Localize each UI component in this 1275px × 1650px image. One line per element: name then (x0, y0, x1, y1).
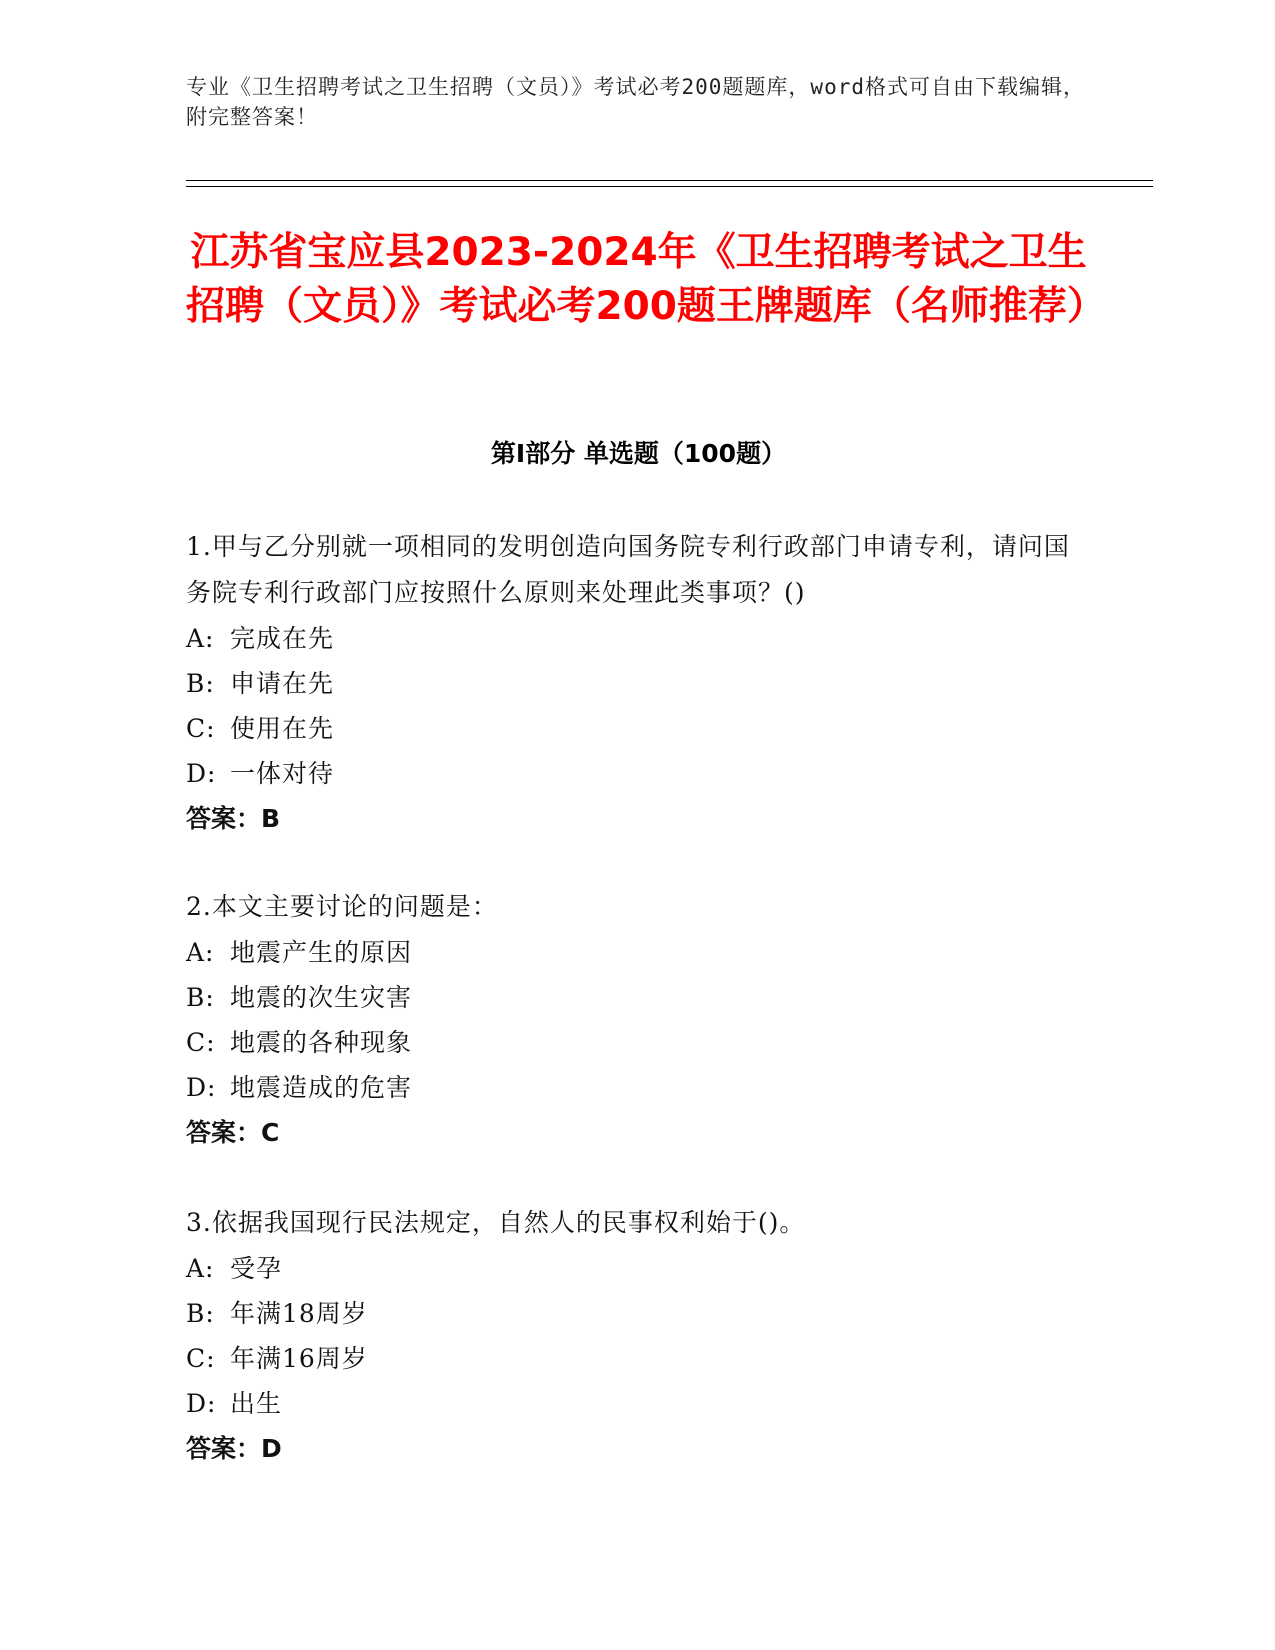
option-text: 地震造成的危害 (230, 1073, 413, 1102)
option-text: 受孕 (230, 1254, 283, 1283)
option-a (186, 616, 1091, 661)
section-heading: 第Ⅰ部分 单选题（100题） (490, 439, 787, 468)
option-text: 地震的各种现象 (230, 1028, 413, 1057)
question-stem: 1.甲与乙分别就一项相同的发明创造向国务院专利行政部门申请专利，请问国务院专利行政部门应按照什么原则来处理此类事项？() (186, 532, 1070, 607)
option-text: 年满18周岁 (230, 1299, 368, 1328)
question-stem: 3.依据我国现行民法规定，自然人的民事权利始于()。 (186, 1208, 806, 1237)
question-item (186, 524, 1091, 841)
option-text: 年满16周岁 (230, 1344, 368, 1373)
option-b (186, 1291, 1091, 1336)
header-divider-top (186, 180, 1153, 181)
option-c (186, 706, 1091, 751)
question-item (186, 1200, 1091, 1471)
question-item (186, 884, 1091, 1155)
option-letter: B: (186, 1299, 215, 1328)
option-letter: C: (186, 1344, 216, 1373)
option-b (186, 661, 1091, 706)
option-letter: A: (186, 1254, 215, 1283)
option-a (186, 930, 1091, 975)
option-text: 一体对待 (230, 759, 335, 788)
option-c (186, 1020, 1091, 1065)
option-d (186, 1065, 1091, 1110)
question-stem: 2.本文主要讨论的问题是： (186, 892, 498, 921)
option-c (186, 1336, 1091, 1381)
header-note: 专业《卫生招聘考试之卫生招聘（文员）》考试必考200题题库，word格式可自由下载编辑，附完整答案！ (186, 75, 1085, 129)
option-text: 地震的次生灾害 (230, 983, 413, 1012)
answer-line: 答案：D (186, 1434, 282, 1463)
option-letter: B: (186, 983, 215, 1012)
option-b (186, 975, 1091, 1020)
header-divider-bottom (186, 186, 1153, 187)
option-text: 使用在先 (230, 714, 335, 743)
option-letter: D: (186, 1073, 217, 1102)
option-letter: C: (186, 714, 216, 743)
option-letter: A: (186, 624, 215, 653)
option-d (186, 751, 1091, 796)
option-text: 地震产生的原因 (230, 938, 413, 967)
option-text: 完成在先 (230, 624, 335, 653)
option-d (186, 1381, 1091, 1426)
option-letter: B: (186, 669, 215, 698)
option-letter: D: (186, 1389, 217, 1418)
option-letter: C: (186, 1028, 216, 1057)
option-letter: A: (186, 938, 215, 967)
document-title: 江苏省宝应县2023-2024年《卫生招聘考试之卫生招聘（文员）》考试必考200题王牌题库（名师推荐） (186, 230, 1106, 329)
option-a (186, 1246, 1091, 1291)
answer-line: 答案：C (186, 1118, 280, 1147)
answer-line: 答案：B (186, 804, 281, 833)
option-text: 申请在先 (230, 669, 335, 698)
option-text: 出生 (230, 1389, 283, 1418)
option-letter: D: (186, 759, 217, 788)
